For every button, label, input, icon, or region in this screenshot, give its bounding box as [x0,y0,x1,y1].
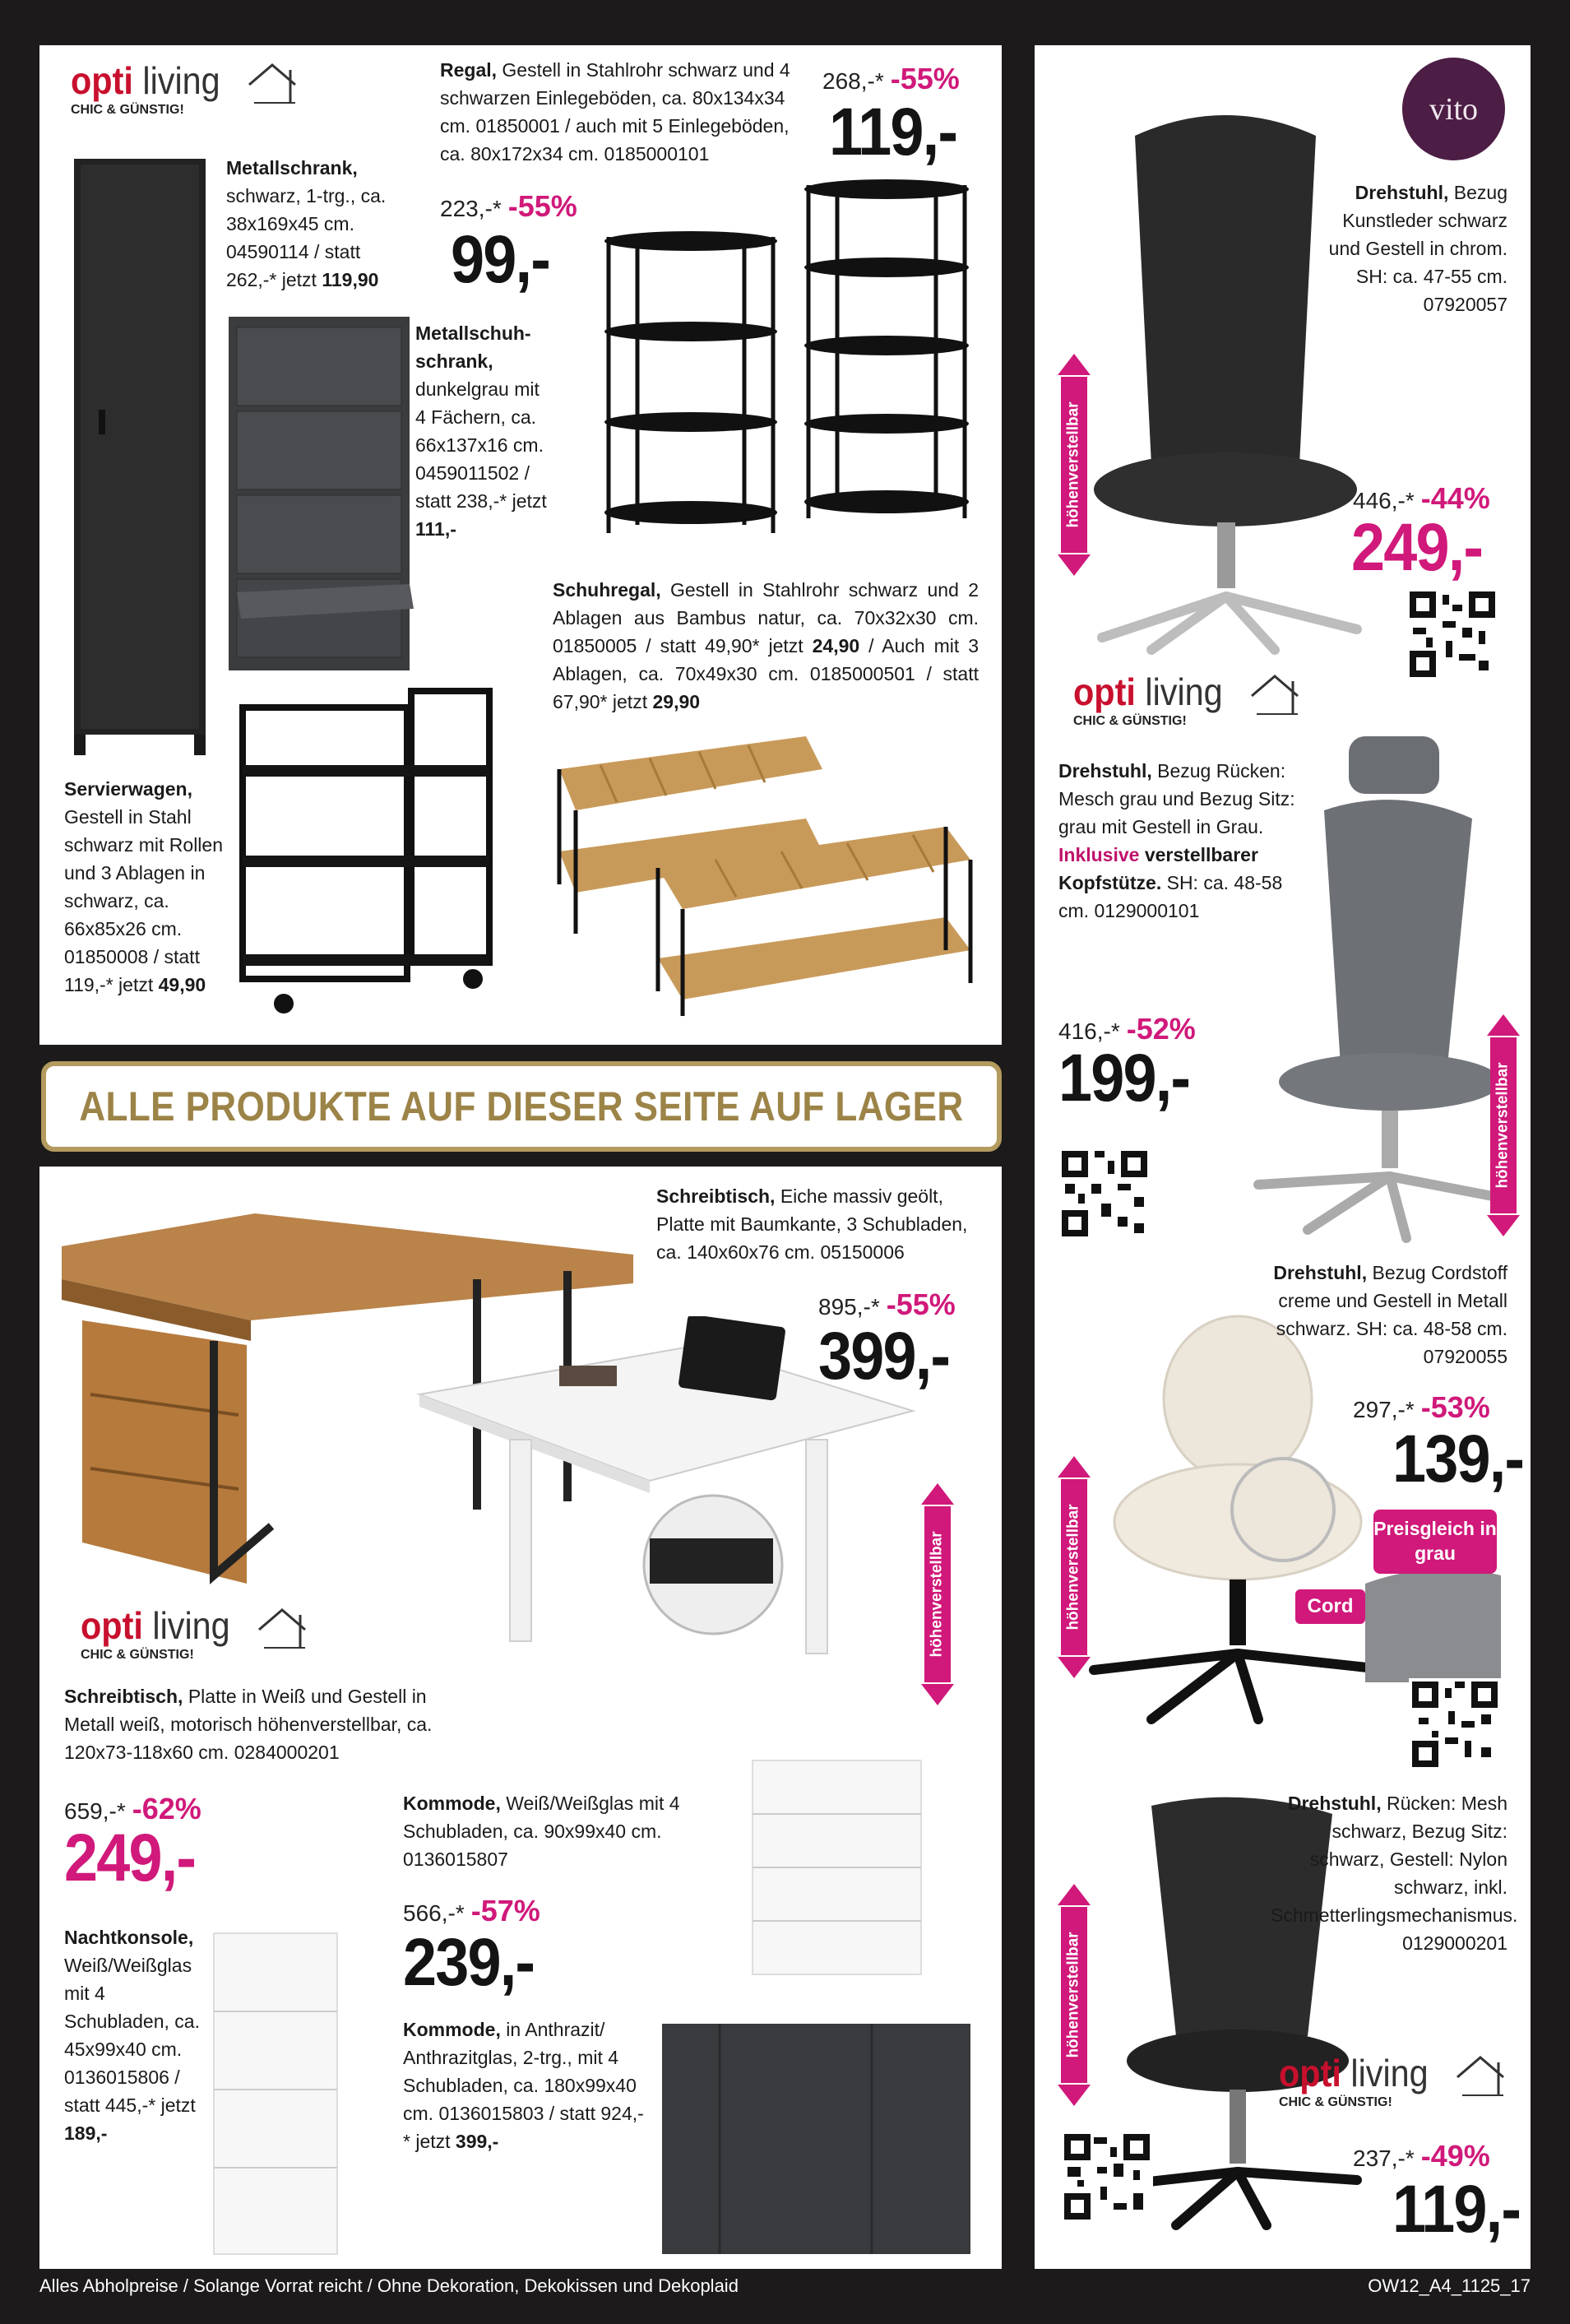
white-desk-description: Schreibtisch, Platte in Weiß und Gestell in Metall weiß, motorisch höhenverstellbar, ca. 120x73-118x60 cm. 0284000201 [64,1686,433,1763]
regal-old-price: 268,-* -55% [822,62,960,95]
metallschrank-old-price: 223,-* -55% [440,189,577,223]
vito-logo: vito [1402,58,1505,160]
house-icon [257,1607,307,1652]
chair-cord-description: Drehstuhl, Bezug Cordstoff creme und Gestell in Metall schwarz. SH: ca. 48-58 cm. 07920055 [1273,1262,1507,1367]
height-adjustable-badge-3: höhenverstellbar [1058,1456,1091,1678]
chair-mesh-description: Drehstuhl, Rücken: Mesh schwarz, Bezug Sitz: schwarz, Gestell: Nylon schwarz, inkl. Schmetterlingsmechanismus. 0129000201 [1271,1793,1518,1954]
white-desk-price: 249,- [64,1821,196,1895]
cord-fabric-zoom [1230,1456,1336,1563]
height-adjustable-badge-2: höhenverstellbar [1487,1014,1520,1236]
footer-code: OW12_A4_1125_17 [1368,2275,1531,2296]
chair-mesch-old-price: 416,-* -52% [1058,1012,1196,1046]
opti-living-logo-right: opti living CHIC & GÜNSTIG! [1073,673,1304,739]
qr-code-2[interactable] [1058,1148,1151,1240]
shelf-small-image [596,229,785,545]
nightstand-image [210,1929,341,2258]
chair-cord-old-price: 297,-* -53% [1353,1390,1490,1424]
metallschrank-description: Metallschrank, schwarz, 1-trg., ca. 38x169x45 cm. 04590114 / statt 262,-* jetzt 119,90 [226,157,387,290]
white-dresser-image [748,1756,925,1978]
height-adjustable-badge-1: höhenverstellbar [1058,354,1091,576]
height-adjustable-badge-desk: höhenverstellbar [921,1483,954,1705]
qr-code-4[interactable] [1061,2131,1153,2223]
house-icon [248,62,297,107]
opti-living-logo-right-bottom: opti living CHIC & GÜNSTIG! [1279,2054,1509,2120]
chair-vito-price: 249,- [1351,510,1483,585]
banner-text: ALLE PRODUKTE AUF DIESER SEITE AUF LAGER [79,1083,964,1130]
metal-cabinet-image [66,155,214,759]
regal-description: Regal, Gestell in Stahlrohr schwarz und 4 schwarzen Einlegeböden, ca. 80x134x34 cm. 01850001 / auch mit 5 Einlegeböden, ca. 80x172x34 cm. 0185000101 [440,59,790,165]
oak-desk-old-price: 895,-* -55% [818,1287,956,1321]
white-dresser-old-price: 566,-* -57% [403,1894,540,1927]
house-icon [1250,673,1299,718]
chair-mesh-old-price: 237,-* -49% [1353,2139,1490,2173]
servierwagen-description: Servierwagen, Gestell in Stahl schwarz mit Rollen und 3 Ablagen in schwarz, ca. 66x85x26 cm. 01850008 / statt 119,-* jetzt 49,90 [64,778,223,995]
shoe-rack-image [551,720,987,1024]
white-dresser-description: Kommode, Weiß/Weißglas mit 4 Schubladen, ca. 90x99x40 cm. 0136015807 [403,1793,680,1870]
schuhschrank-description: Metallschuh-schrank, dunkelgrau mit 4 Fächern, ca. 66x137x16 cm. 0459011502 / statt 238,-* jetzt 111,- [415,322,547,540]
stock-banner [41,1061,1002,1152]
metallschrank-price: 99,- [451,222,549,297]
chair-mesh-price: 119,- [1392,2172,1521,2247]
white-dresser-price: 239,- [403,1925,535,2000]
shelf-tall-image [796,177,977,531]
shoe-cabinet-image [225,313,414,675]
chair-mesch-description: Drehstuhl, Bezug Rücken: Mesch grau und Bezug Sitz: grau mit Gestell in Grau. Inklusive verstellbarer Kopfstütze. SH: ca. 48-58 cm. 0129000101 [1058,760,1295,921]
oak-desk-description: Schreibtisch, Eiche massiv geölt, Platte mit Baumkante, 3 Schubladen, ca. 140x60x76 cm. 05150006 [656,1185,968,1263]
schuhregal-description: Schuhregal, Gestell in Stahlrohr schwarz und 2 Ablagen aus Bambus natur, ca. 70x32x30 cm. 01850005 / statt 49,90* jetzt 24,90 / Auch mit 3 Ablagen, ca. 70x49x30 cm. 0185000501 / statt 67,90* jetzt 29,90 [553,579,980,712]
desk-control-zoom [641,1493,785,1637]
chair-cord-price: 139,- [1392,1422,1524,1496]
qr-code-1[interactable] [1406,588,1498,680]
opti-living-logo-bottom: opti living CHIC & GÜNSTIG! [81,1607,311,1672]
opti-living-logo: opti living CHIC & GÜNSTIG! [71,62,301,128]
qr-code-3[interactable] [1409,1678,1501,1770]
preisgleich-badge: Preisgleich in grau [1373,1510,1497,1574]
anthracite-dresser-image [658,2020,975,2258]
oak-desk-price: 399,- [818,1319,950,1394]
cord-badge: Cord [1295,1589,1365,1624]
house-icon [1456,2054,1505,2099]
nightstand-description: Nachtkonsole, Weiß/Weißglas mit 4 Schubladen, ca. 45x99x40 cm. 0136015806 / statt 445,-* jetzt 189,- [64,1927,200,2144]
chair-vito-old-price: 446,-* -44% [1353,481,1490,515]
grey-fabric-swatch [1365,1559,1501,1682]
height-adjustable-badge-4: höhenverstellbar [1058,1884,1091,2106]
serving-cart-image [234,683,506,1020]
chair-vito-description: Drehstuhl, Bezug Kunstleder schwarz und Gestell in chrom. SH: ca. 47-55 cm. 07920057 [1328,182,1507,315]
chair-mesch-price: 199,- [1058,1041,1190,1116]
regal-price: 119,- [829,95,957,169]
white-desk-old-price: 659,-* -62% [64,1792,201,1825]
footer-disclaimer: Alles Abholpreise / Solange Vorrat reicht / Ohne Dekoration, Dekokissen und Dekoplaid [39,2275,739,2296]
anthracite-dresser-description: Kommode, in Anthrazit/ Anthrazitglas, 2-trg., mit 4 Schubladen, ca. 180x99x40 cm. 0136015803 / statt 924,-* jetzt 399,- [403,2019,644,2152]
